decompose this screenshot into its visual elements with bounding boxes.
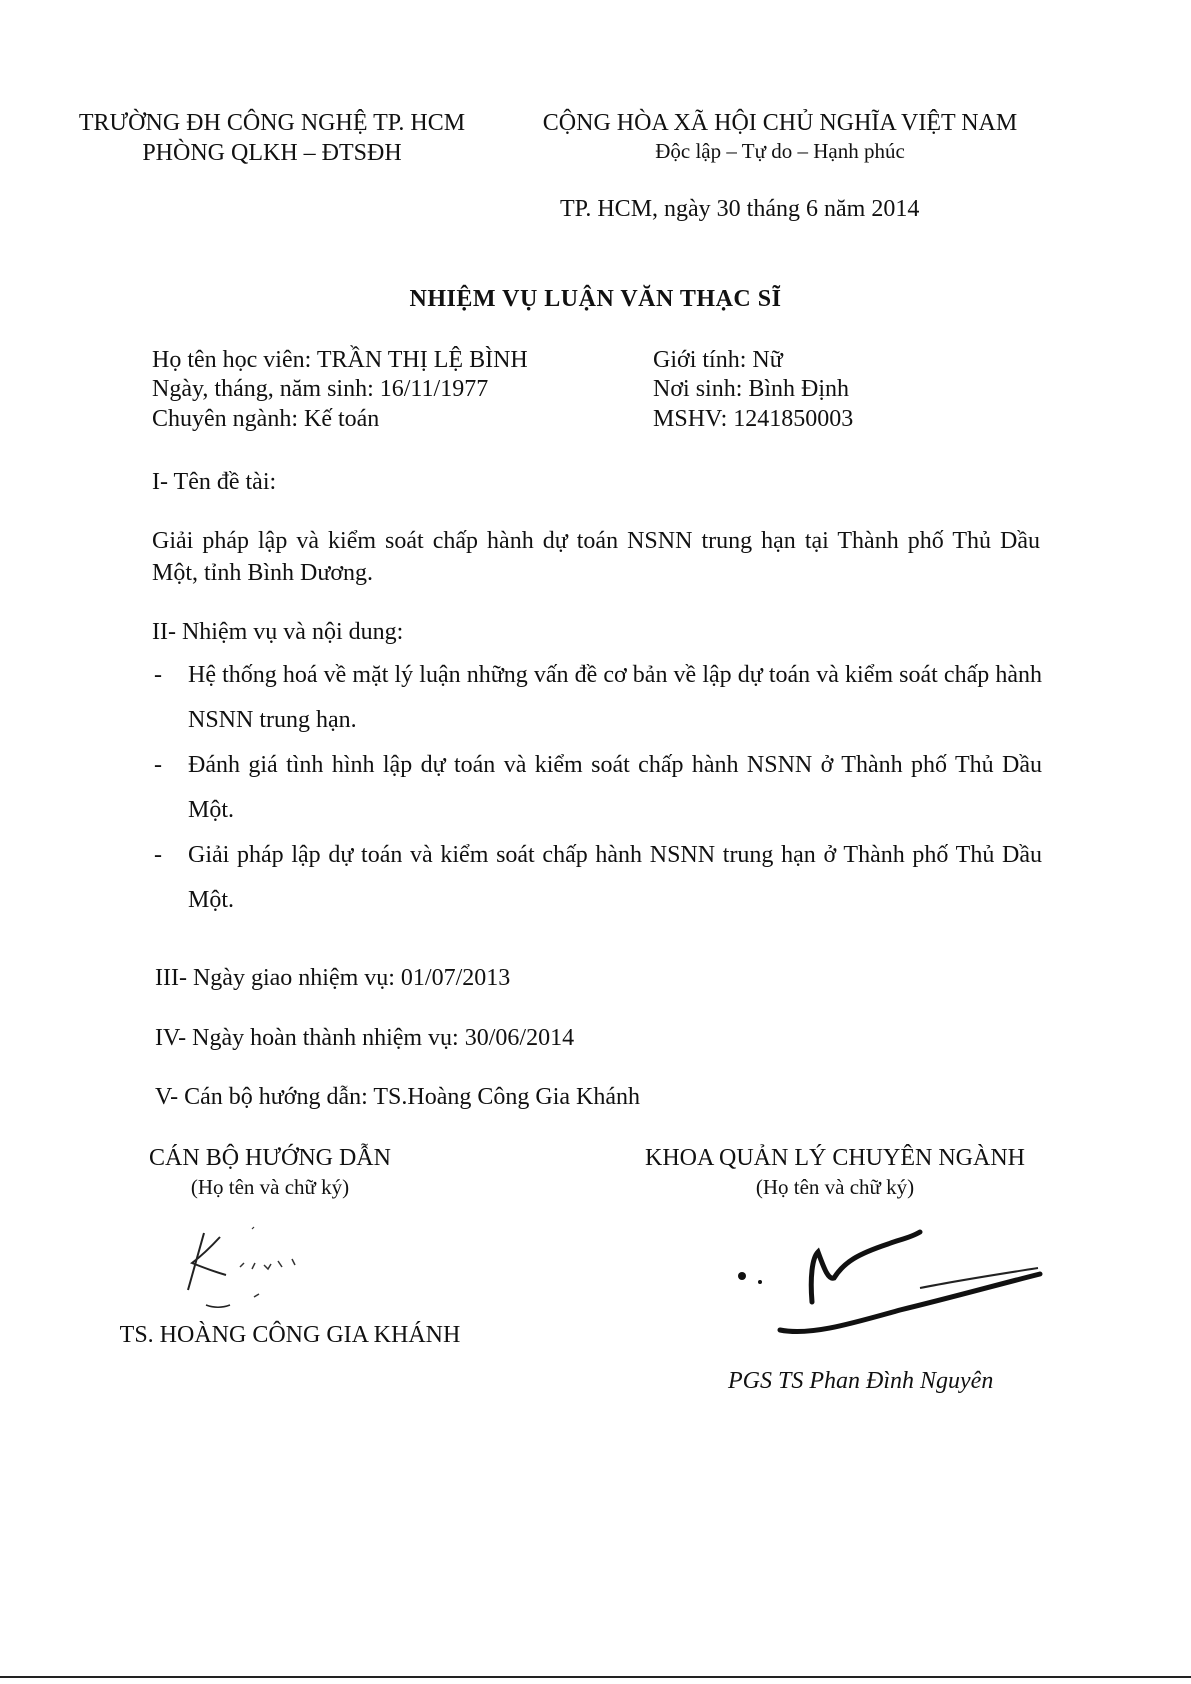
student-birthplace: Nơi sinh: Bình Định [653,376,850,402]
task-item: - Đánh giá tình hình lập dự toán và kiểm soát chấp hành NSNN ở Thành phố Thủ Dầu Một. [152,743,1042,833]
document-title: NHIỆM VỤ LUẬN VĂN THẠC SĨ [409,286,782,312]
completion-date: IV- Ngày hoàn thành nhiệm vụ: 30/06/2014 [155,1025,575,1051]
thesis-topic: Giải pháp lập và kiểm soát chấp hành dự toán NSNN trung hạn tại Thành phố Thủ Dầu Một, tỉnh Bình Dương. [152,528,1040,586]
faculty-name: PGS TS Phan Đình Nguyên [728,1368,994,1394]
university-name: TRƯỜNG ĐH CÔNG NGHỆ TP. HCM [78,110,466,136]
assignment-date: III- Ngày giao nhiệm vụ: 01/07/2013 [155,965,511,991]
task-item: - Hệ thống hoá về mặt lý luận những vấn đề cơ bản về lập dự toán và kiểm soát chấp hành NSNN trung hạn. [152,653,1042,743]
student-major: Chuyên ngành: Kế toán [152,406,380,432]
section-1-heading: I- Tên đề tài: [152,469,277,495]
date-line: TP. HCM, ngày 30 tháng 6 năm 2014 [560,196,920,222]
task-list [152,653,1042,923]
supervisor-signature [170,1225,350,1315]
student-gender: Giới tính: Nữ [653,347,783,373]
section-2-heading: II- Nhiệm vụ và nội dung: [152,619,404,645]
student-id: MSHV: 1241850003 [653,406,854,432]
faculty-title: KHOA QUẢN LÝ CHUYÊN NGÀNH [645,1145,1025,1171]
faculty-sub: (Họ tên và chữ ký) [755,1175,915,1199]
task-item: - Giải pháp lập dự toán và kiểm soát chấp hành NSNN trung hạn ở Thành phố Thủ Dầu Một. [152,833,1042,923]
national-motto: Độc lập – Tự do – Hạnh phúc [655,139,905,163]
page-bottom-edge [0,1676,1191,1678]
faculty-signature [720,1218,1050,1343]
supervisor-name: TS. HOÀNG CÔNG GIA KHÁNH [119,1322,461,1348]
student-dob: Ngày, tháng, năm sinh: 16/11/1977 [152,376,489,402]
student-name: Họ tên học viên: TRẦN THỊ LỆ BÌNH [152,347,528,373]
supervisor-sub: (Họ tên và chữ ký) [190,1175,350,1199]
supervisor-line: V- Cán bộ hướng dẫn: TS.Hoàng Công Gia Khánh [155,1084,641,1110]
national-title: CỘNG HÒA XÃ HỘI CHỦ NGHĨA VIỆT NAM [542,110,1018,136]
supervisor-title: CÁN BỘ HƯỚNG DẪN [149,1145,391,1171]
department-name: PHÒNG QLKH – ĐTSĐH [142,140,402,166]
